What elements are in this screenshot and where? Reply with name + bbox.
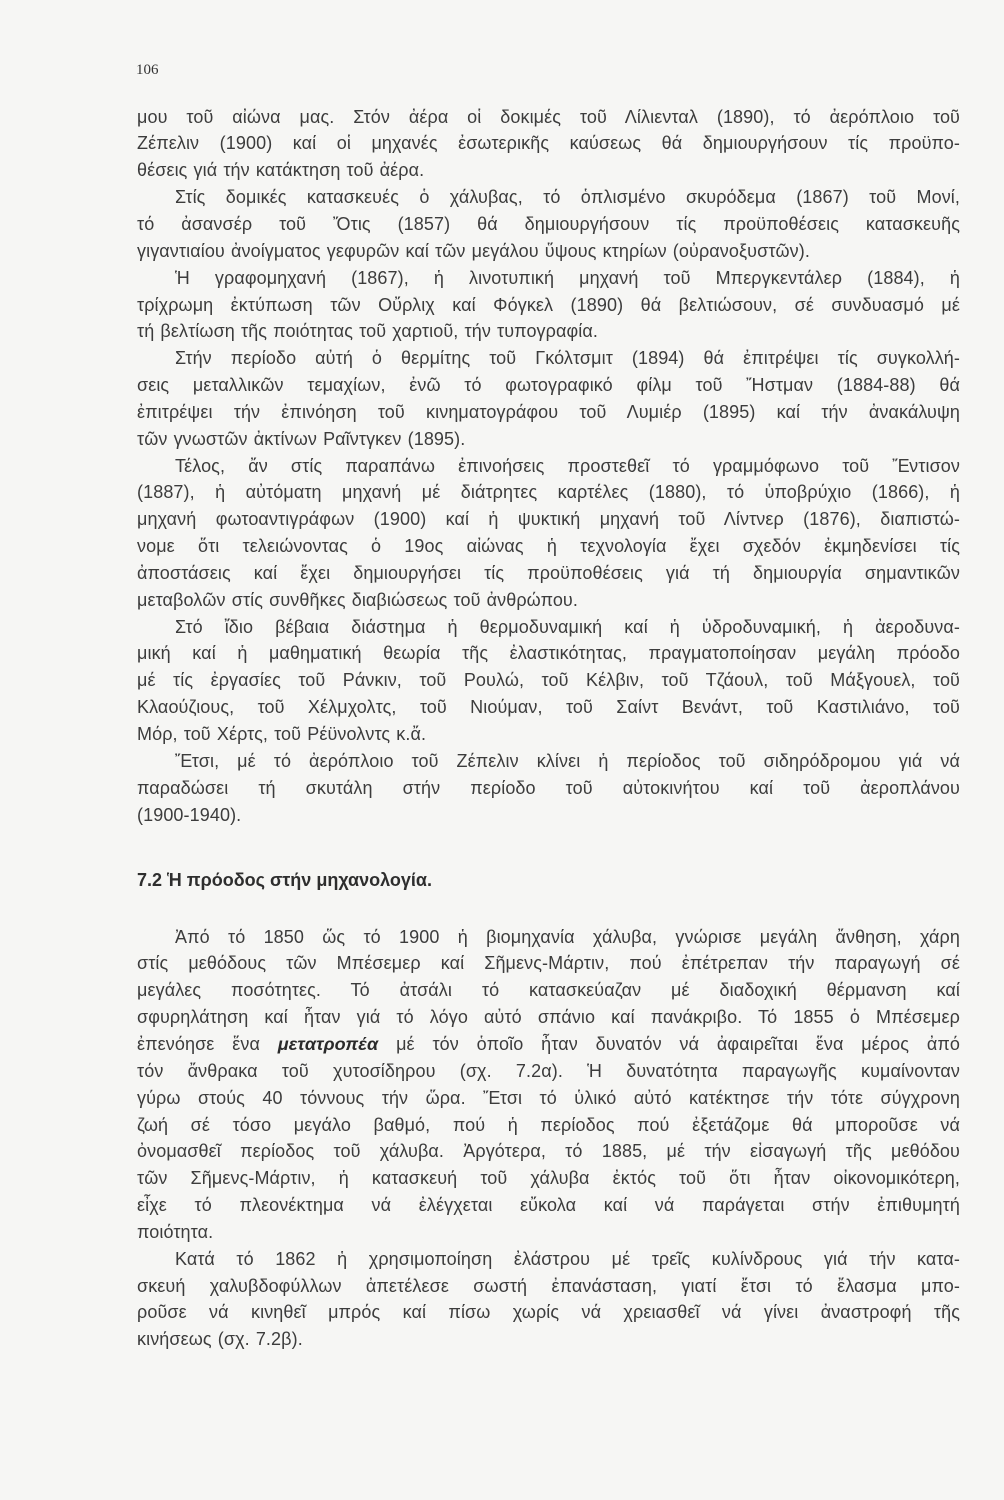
text-line: σφυρηλάτηση καί ἦταν γιά τό λόγο αὐτό σπάνιο καί πανάκριβο. Τό 1855 ὁ Μπέσεμερ bbox=[137, 1007, 960, 1028]
text-line: γύρω στούς 40 τόννους τήν ὥρα. Ἔτσι τό ὑλικό αὐτό κατέκτησε τήν τότε σύγχρονη bbox=[137, 1087, 960, 1108]
text-line: τῶν γνωστῶν ἀκτίνων Ραῖντγκεν (1895). bbox=[137, 428, 466, 449]
paragraph bbox=[137, 614, 960, 748]
text-line: Ζέπελιν (1900) καί οἱ μηχανές ἐσωτερικῆς καύσεως θά δημιουργήσουν τίς προϋπο- bbox=[137, 133, 960, 154]
text-line: (1887), ἡ αὐτόματη μηχανή μέ διάτρητες καρτέλες (1880), τό ὑποβρύχιο (1866), ἡ bbox=[137, 482, 960, 503]
text-line: τό ἀσανσέρ τοῦ Ὄτις (1857) θά δημιουργήσουν τίς προϋποθέσεις κατασκευῆς bbox=[137, 213, 960, 234]
paragraph bbox=[137, 104, 960, 185]
text-line: Στό ἴδιο βέβαια διάστημα ἡ θερμοδυναμική καί ἡ ὑδροδυναμική, ἡ ἀεροδυνα- bbox=[175, 616, 960, 637]
text-line: σκευή χαλυβδοφύλλων ἀπετέλεσε σωστή ἐπανάσταση, γιατί ἔτσι τό ἔλασμα μπο- bbox=[137, 1275, 960, 1296]
section-2-body bbox=[137, 924, 960, 1354]
page-number: 106 bbox=[136, 62, 159, 78]
text-line: ζωή σέ τόσο μεγάλο βαθμό, πού ἡ περίοδος πού ἐξετάζομε θά μποροῦσε νά bbox=[137, 1114, 960, 1135]
text-line: μέ τίς ἐργασίες τοῦ Ράνκιν, τοῦ Ρουλώ, τοῦ Κέλβιν, τοῦ Τζάουλ, τοῦ Μάξγουελ, τοῦ bbox=[137, 670, 960, 691]
paragraph bbox=[137, 345, 960, 452]
paragraph bbox=[137, 265, 960, 346]
text-line: γιγαντιαίου ἀνοίγματος γεφυρῶν καί τῶν μεγάλου ὕψους κτηρίων (οὐρανοξυστῶν). bbox=[137, 240, 810, 261]
paragraph bbox=[137, 453, 960, 614]
section-1-body bbox=[137, 104, 960, 829]
text-line: κινήσεως (σχ. 7.2β). bbox=[137, 1329, 303, 1350]
text-line: ἐπιτρέψει τήν ἐπινόηση τοῦ κινηματογράφου τοῦ Λυμιέρ (1895) καί τήν ἀνακάλυψη bbox=[137, 401, 960, 422]
text-line: Στίς δομικές κατασκευές ὁ χάλυβας, τό ὁπλισμένο σκυρόδεμα (1867) τοῦ Μονί, bbox=[175, 187, 960, 208]
text-line: τή βελτίωση τῆς ποιότητας τοῦ χαρτιοῦ, τήν τυπογραφία. bbox=[137, 321, 598, 342]
text-line: στίς μεθόδους τῶν Μπέσεμερ καί Σῆμενς-Μάρτιν, πού ἐπέτρεπαν τήν παραγωγή σέ bbox=[137, 953, 960, 974]
text-line: τρίχρωμη ἐκτύπωση τῶν Οὔρλιχ καί Φόγκελ (1890) θά βελτιώσουν, σέ συνδυασμό μέ bbox=[137, 294, 960, 315]
text-line: μεταβολῶν στίς συνθῆκες διαβιώσεως τοῦ ἀνθρώπου. bbox=[137, 589, 578, 610]
text-line: ροῦσε νά κινηθεῖ μπρός καί πίσω χωρίς νά χρειασθεῖ νά γίνει ἀναστροφή τῆς bbox=[137, 1302, 960, 1323]
text-line: τόν ἄνθρακα τοῦ χυτοσίδηρου (σχ. 7.2α). Ἡ δυνατότητα παραγωγῆς κυμαίνονταν bbox=[137, 1060, 960, 1081]
text-line: Ἡ γραφομηχανή (1867), ἡ λινοτυπική μηχανή τοῦ Μπεργκεντάλερ (1884), ἡ bbox=[175, 267, 960, 288]
text-fragment: ἐπενόησε ἕνα bbox=[137, 1033, 278, 1054]
text-line: παραδώσει τή σκυτάλη στήν περίοδο τοῦ αὐτοκινήτου καί τοῦ ἀεροπλάνου bbox=[137, 777, 960, 798]
text-fragment: μέ τόν ὁποῖο ἦταν δυνατόν νά ἀφαιρεῖται ἕνα μέρος ἀπό bbox=[378, 1033, 960, 1054]
section-heading: 7.2 Ἡ πρόοδος στήν μηχανολογία. bbox=[137, 870, 432, 890]
text-line: ποιότητα. bbox=[137, 1221, 214, 1242]
text-line: Κατά τό 1862 ἡ χρησιμοποίηση ἐλάστρου μέ τρεῖς κυλίνδρους γιά τήν κατα- bbox=[175, 1248, 960, 1269]
text-line: μεγάλες ποσότητες. Τό ἀτσάλι τό κατασκεύαζαν μέ διαδοχική θέρμανση καί bbox=[137, 980, 960, 1001]
text-line bbox=[137, 1031, 960, 1058]
text-line: νομε ὅτι τελειώνοντας ὁ 19ος αἰώνας ἡ τεχνολογία ἔχει σχεδόν ἐκμηδενίσει τίς bbox=[137, 536, 960, 557]
text-line: (1900-1940). bbox=[137, 804, 242, 825]
text-line: ὀνομασθεῖ περίοδος τοῦ χάλυβα. Ἀργότερα, τό 1885, μέ τήν εἰσαγωγή τῆς μεθόδου bbox=[137, 1141, 960, 1162]
text-line: θέσεις γιά τήν κατάκτηση τοῦ ἀέρα. bbox=[137, 160, 425, 181]
paragraph bbox=[137, 1246, 960, 1353]
text-line: Κλαούζιους, τοῦ Χέλμχολτς, τοῦ Νιούμαν, τοῦ Σαίντ Βενάντ, τοῦ Καστιλιάνο, τοῦ bbox=[137, 697, 960, 718]
text-line: μική καί ἡ μαθηματική θεωρία τῆς ἐλαστικότητας, πραγματοποίησαν μεγάλη πρόοδο bbox=[137, 643, 960, 664]
text-line: Ἔτσι, μέ τό ἀερόπλοιο τοῦ Ζέπελιν κλίνει ἡ περίοδος τοῦ σιδηρόδρομου γιά νά bbox=[175, 750, 960, 771]
text-line: σεις μεταλλικῶν τεμαχίων, ἐνῶ τό φωτογραφικό φίλμ τοῦ Ἤστμαν (1884-88) θά bbox=[137, 375, 960, 396]
text-line: Ἀπό τό 1850 ὥς τό 1900 ἡ βιομηχανία χάλυβα, γνώρισε μεγάλη ἄνθηση, χάρη bbox=[175, 926, 960, 947]
paragraph bbox=[137, 184, 960, 265]
text-line: μηχανή φωτοαντιγράφων (1900) καί ἡ ψυκτική μηχανή τοῦ Λίντνερ (1876), διαπιστώ- bbox=[137, 509, 960, 530]
paragraph bbox=[137, 748, 960, 829]
text-line: Στήν περίοδο αὐτή ὁ θερμίτης τοῦ Γκόλτσμιτ (1894) θά ἐπιτρέψει τίς συγκολλή- bbox=[175, 348, 960, 369]
emphasized-term: μετατροπέα bbox=[277, 1033, 379, 1054]
paragraph bbox=[137, 924, 960, 1246]
text-line: μου τοῦ αἰώνα μας. Στόν ἀέρα οἱ δοκιμές τοῦ Λίλιενταλ (1890), τό ἀερόπλοιο τοῦ bbox=[137, 106, 960, 127]
text-line: Μόρ, τοῦ Χέρτς, τοῦ Ρέϋνολντς κ.ἄ. bbox=[137, 724, 427, 744]
text-line: εἶχε τό πλεονέκτημα νά ἐλέγχεται εὔκολα καί νά παράγεται στήν ἐπιθυμητή bbox=[137, 1195, 960, 1216]
text-line: ἀποστάσεις καί ἔχει δημιουργήσει τίς προϋποθέσεις γιά τή δημιουργία σημαντικῶν bbox=[137, 562, 960, 583]
text-line: τῶν Σῆμενς-Μάρτιν, ἡ κατασκευή τοῦ χάλυβα ἐκτός τοῦ ὅτι ἦταν οἰκονομικότερη, bbox=[137, 1168, 960, 1189]
text-line: Τέλος, ἄν στίς παραπάνω ἐπινοήσεις προστεθεῖ τό γραμμόφωνο τοῦ Ἔντισον bbox=[175, 455, 960, 476]
